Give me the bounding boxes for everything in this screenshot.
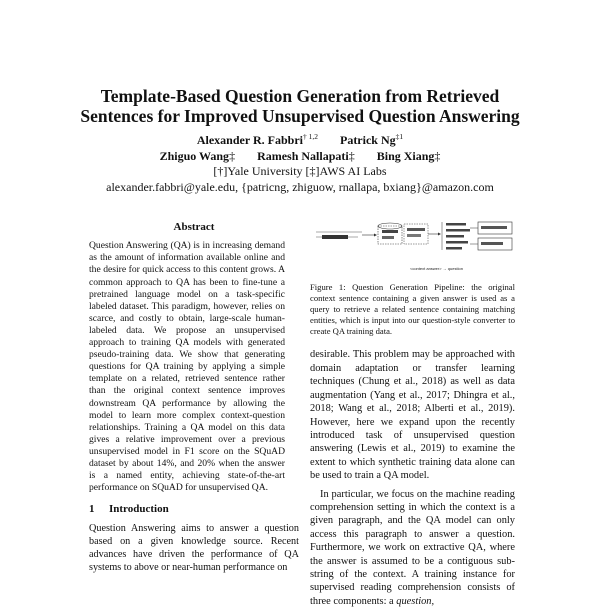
- author-mark: ‡: [229, 148, 236, 163]
- output-text-block: [446, 223, 466, 226]
- author-mark: ‡1: [395, 132, 404, 141]
- diagram-label-bottom: <context answer> → question: [410, 266, 463, 271]
- figure-1: [310, 218, 515, 280]
- author-line-1: [0, 133, 600, 149]
- title-line-1: Template-Based Question Generation from Retrieved: [100, 86, 500, 106]
- section-title: Introduction: [109, 503, 169, 516]
- author-name: Ramesh Nallapati: [257, 148, 349, 163]
- abstract-body: Question Answering (QA) is in increasing demand as the amount of information available online and the desire for quick access to this content grows. A common approach to QA has been to fine-tune a pretrained language model on a task-specific labeled dataset. This paradigm, however, relies on scarce, and costly to obtain, large-scale human-labeled data. We propose an unsupervised approach to training QA models with generated pseudo-training data. We show that generating questions for QA training by applying a simple template on a related, retrieved sentence rather than the original context sentence improves downstream QA performance by allowing the model to learn more complex context-question relationships. Training a QA model on this data gives a relative improvement over a previous unsupervised model in F1 score on the SQuAD dataset by about 14%, and 20% when the answer is a named entity, achieving state-of-the-art performance on SQuAD for unsupervised QA.: [89, 240, 285, 494]
- author-name: Zhiguo Wang: [159, 148, 230, 163]
- output-text-block: [446, 247, 462, 250]
- question-text-block: [481, 226, 507, 229]
- context-sentence-block: [322, 235, 348, 239]
- answer-text-block: [481, 242, 503, 245]
- section-heading-introduction: [89, 503, 299, 516]
- paper-title: [0, 86, 600, 126]
- output-text-block: [446, 235, 464, 238]
- right-paragraph-2-text: In particular, we focus on the machine reading comprehension setting in which the context is a given paragraph, and the QA model can only access this paragraph to answer a question. Furthermore, we work on extractive QA, where the answer is assumed to be a contiguous sub-string of the context. A training instance for supervised reading comprehension consists of three components: a: [310, 488, 515, 607]
- intro-paragraph: Question Answering aims to answer a question based on a given knowledge source. Recent advances have driven the performance of QA systems to above or near-human performance on: [89, 522, 299, 574]
- template-block: [407, 228, 425, 231]
- author-block: [0, 133, 600, 195]
- right-paragraph-2: [310, 488, 515, 608]
- abstract-heading: Abstract: [173, 221, 215, 233]
- title-line-2: Sentences for Improved Unsupervised Question Answering: [80, 106, 520, 126]
- author-name: Patrick Ng: [339, 133, 396, 147]
- retrieved-sentence-block: [382, 236, 394, 239]
- right-column: [310, 218, 515, 608]
- author-emails: alexander.fabbri@yale.edu, {patricng, zhiguow, rnallapa, bxiang}@amazon.com: [106, 179, 494, 194]
- right-paragraph-2-italic: question,: [396, 595, 435, 607]
- template-block: [407, 234, 421, 237]
- retrieved-sentence-block: [382, 230, 398, 233]
- pipeline-diagram: [310, 218, 515, 280]
- author-mark: † 1,2: [302, 132, 318, 141]
- left-column: [89, 221, 299, 575]
- output-text-block: [446, 229, 470, 232]
- author-name: Bing Xiang: [376, 148, 435, 163]
- author-mark: ‡: [348, 148, 355, 163]
- author-mark: ‡: [434, 148, 441, 163]
- figure-caption: Figure 1: Question Generation Pipeline: the original context sentence containing a given answer is used as a query to retrieve a related sentence containing matching entities, which is input into our question-style converter to create QA training data.: [310, 282, 515, 337]
- output-text-block: [446, 241, 468, 244]
- section-number: 1: [89, 503, 95, 516]
- author-line-2: [0, 149, 600, 165]
- right-paragraph-1: desirable. This problem may be approached with domain adaptation or transfer learning techniques (Chung et al., 2018) as well as data augmentation (Yang et al., 2017; Dhingra et al., 2018; Wang et al., 2018; Alberti et al., 2019). However, here we expand upon the recently introduced task of unsupervised question answering (Lewis et al., 2019) to examine the extent to which synthetic training data alone can be used to train a QA model.: [310, 349, 515, 482]
- author-name: Alexander R. Fabbri: [196, 133, 303, 147]
- affiliations: [†]Yale University [‡]AWS AI Labs: [213, 164, 387, 178]
